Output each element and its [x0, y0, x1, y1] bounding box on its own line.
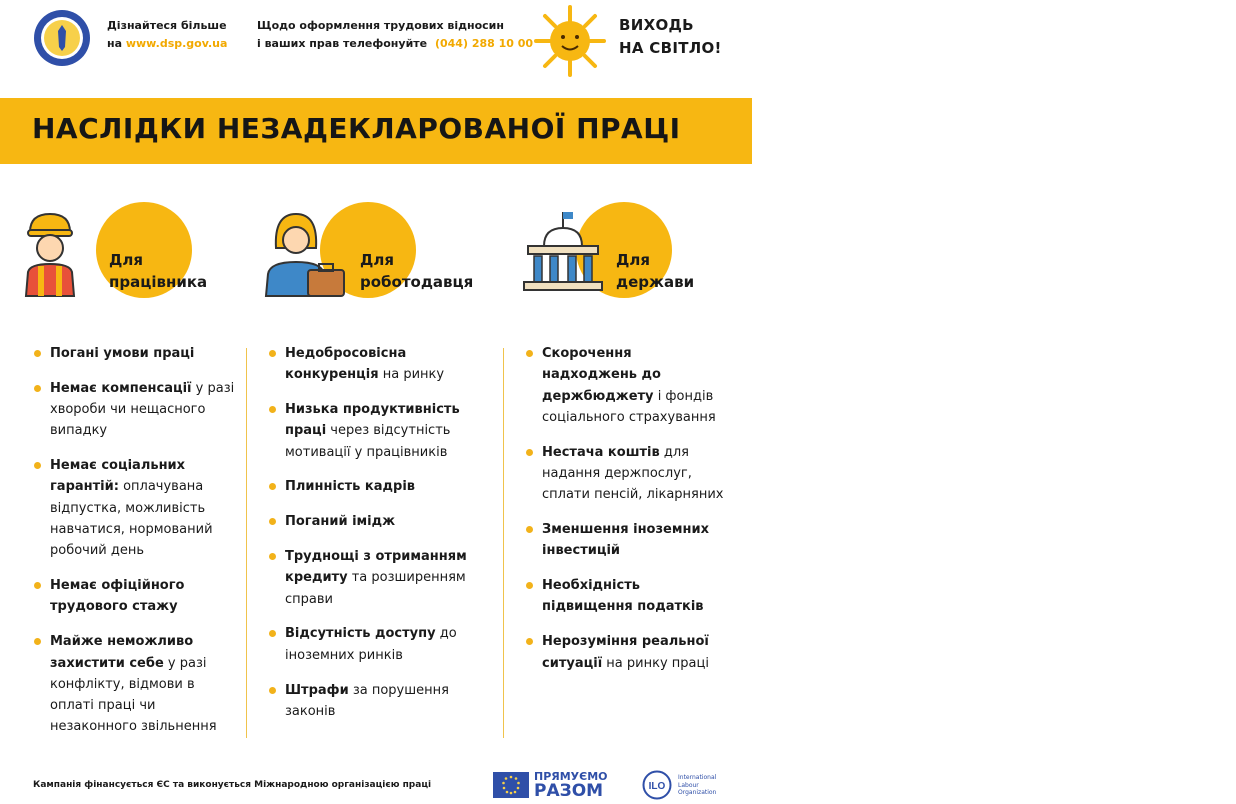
worker-icon: [20, 210, 80, 300]
item-bold: Зменшення іноземних інвестицій: [542, 522, 709, 559]
learn-more-text: [107, 17, 227, 53]
item-text: для надання держпослуг, сплати пенсій, лікарняних: [542, 444, 724, 503]
list-item: [267, 680, 487, 723]
campaign-line-1: ВИХОДЬ: [619, 16, 694, 34]
item-text: у разі хвороби чи нещасного випадку: [50, 380, 235, 439]
item-bold: Немає соціальних гарантій:: [50, 458, 186, 495]
item-text: та розширенням справи: [285, 570, 466, 607]
category-heading-line-1: Для: [360, 251, 394, 269]
list-item: [267, 343, 487, 386]
item-text: оплачувана відпустка, можливість навчатися, нормований робочий день: [50, 479, 213, 559]
government-building-icon: [520, 208, 606, 294]
website-link[interactable]: www.dsp.gov.ua: [125, 37, 228, 50]
item-bold: Нестача коштів: [542, 444, 660, 460]
pryamuemo-razom-logo: [534, 770, 608, 801]
list-item: [32, 378, 237, 442]
category-heading-worker: [109, 249, 207, 293]
list-item: [32, 575, 237, 618]
list-item: [267, 623, 487, 666]
column-divider: [246, 348, 247, 738]
item-text: і фондів соціального страхування: [542, 388, 716, 425]
state-consequences-list: [524, 343, 729, 687]
item-bold: Погані умови праці: [50, 346, 195, 361]
partner-line-1: ПРЯМУЄМО: [534, 770, 608, 783]
employer-consequences-list: [267, 343, 487, 736]
ilo-mark: ILO: [648, 781, 666, 792]
item-text: у разі конфлікту, відмови в оплаті праці чи незаконного звільнення: [50, 655, 217, 735]
learn-more-line: Дізнайтеся більше: [107, 19, 227, 32]
item-bold: Недобросовісна конкуренція: [285, 346, 407, 383]
item-bold: Поганий імідж: [285, 514, 396, 530]
phone-number[interactable]: (044) 288 10 00: [434, 37, 534, 50]
column-divider: [503, 348, 504, 738]
item-bold: Немає офіційного трудового стажу: [50, 578, 185, 615]
list-item: [524, 519, 729, 562]
item-bold: Низька продуктивність праці: [285, 402, 460, 439]
item-text: через відсутність мотивації у працівників: [285, 423, 451, 460]
category-heading-state: [616, 249, 694, 293]
item-bold: Немає компенсації: [50, 380, 192, 396]
eu-flag-icon: [493, 772, 529, 798]
title-banner: [0, 98, 752, 164]
ilo-logo-icon: [642, 770, 672, 800]
funding-note: Кампанія фінансується ЄС та виконується Міжнародною організацією праці: [33, 780, 432, 790]
category-heading-employer: [360, 249, 473, 293]
learn-more-on: на: [107, 37, 126, 50]
list-item: [267, 511, 487, 532]
sun-mascot-icon: [532, 3, 608, 79]
item-text: до іноземних ринків: [285, 626, 457, 663]
category-heading-line-2: роботодавця: [360, 273, 474, 291]
ilo-line-3: Organization: [678, 789, 717, 796]
contact-line-2: і ваших прав телефонуйте: [257, 37, 428, 50]
item-bold: Нерозуміння реальної ситуації: [542, 634, 709, 671]
item-text: на ринку праці: [606, 655, 709, 671]
item-bold: Труднощі з отриманням кредиту: [285, 549, 467, 586]
list-item: [267, 476, 487, 497]
page-title: НАСЛІДКИ НЕЗАДЕКЛАРОВАНОЇ ПРАЦІ: [32, 112, 681, 145]
item-bold: Штрафи: [285, 682, 349, 698]
contact-text: [257, 17, 533, 53]
item-bold: Скорочення надходжень до держбюджету: [542, 346, 661, 404]
category-heading-line-2: працівника: [109, 273, 208, 291]
campaign-title: [619, 14, 722, 60]
item-text: на ринку: [382, 367, 445, 383]
list-item: [267, 546, 487, 610]
item-bold: Майже неможливо захистити себе: [50, 634, 194, 671]
partner-line-2: РАЗОМ: [534, 781, 604, 801]
list-item: [524, 442, 729, 506]
list-item: [32, 455, 237, 561]
category-heading-line-2: держави: [616, 273, 695, 291]
employer-icon: [262, 208, 348, 300]
ilo-line-1: International: [678, 774, 717, 781]
ilo-line-2: Labour: [678, 781, 699, 789]
campaign-line-2: НА СВІТЛО!: [619, 39, 722, 57]
category-heading-line-1: Для: [616, 251, 650, 269]
item-bold: Плинність кадрів: [285, 479, 415, 495]
item-bold: Відсутність доступу: [285, 626, 436, 642]
list-item: [32, 631, 237, 737]
contact-line: Щодо оформлення трудових відносин: [257, 19, 504, 32]
list-item: [524, 575, 729, 618]
list-item: [524, 343, 729, 428]
category-heading-line-1: Для: [109, 251, 143, 269]
list-item: [267, 399, 487, 463]
list-item: [524, 631, 729, 674]
worker-consequences-list: [32, 343, 237, 751]
item-bold: Необхідність підвищення податків: [542, 578, 704, 615]
ilo-name: [678, 774, 716, 797]
item-text: за порушення законів: [285, 682, 449, 719]
list-item: [32, 343, 237, 364]
state-labour-service-logo: [33, 9, 91, 67]
